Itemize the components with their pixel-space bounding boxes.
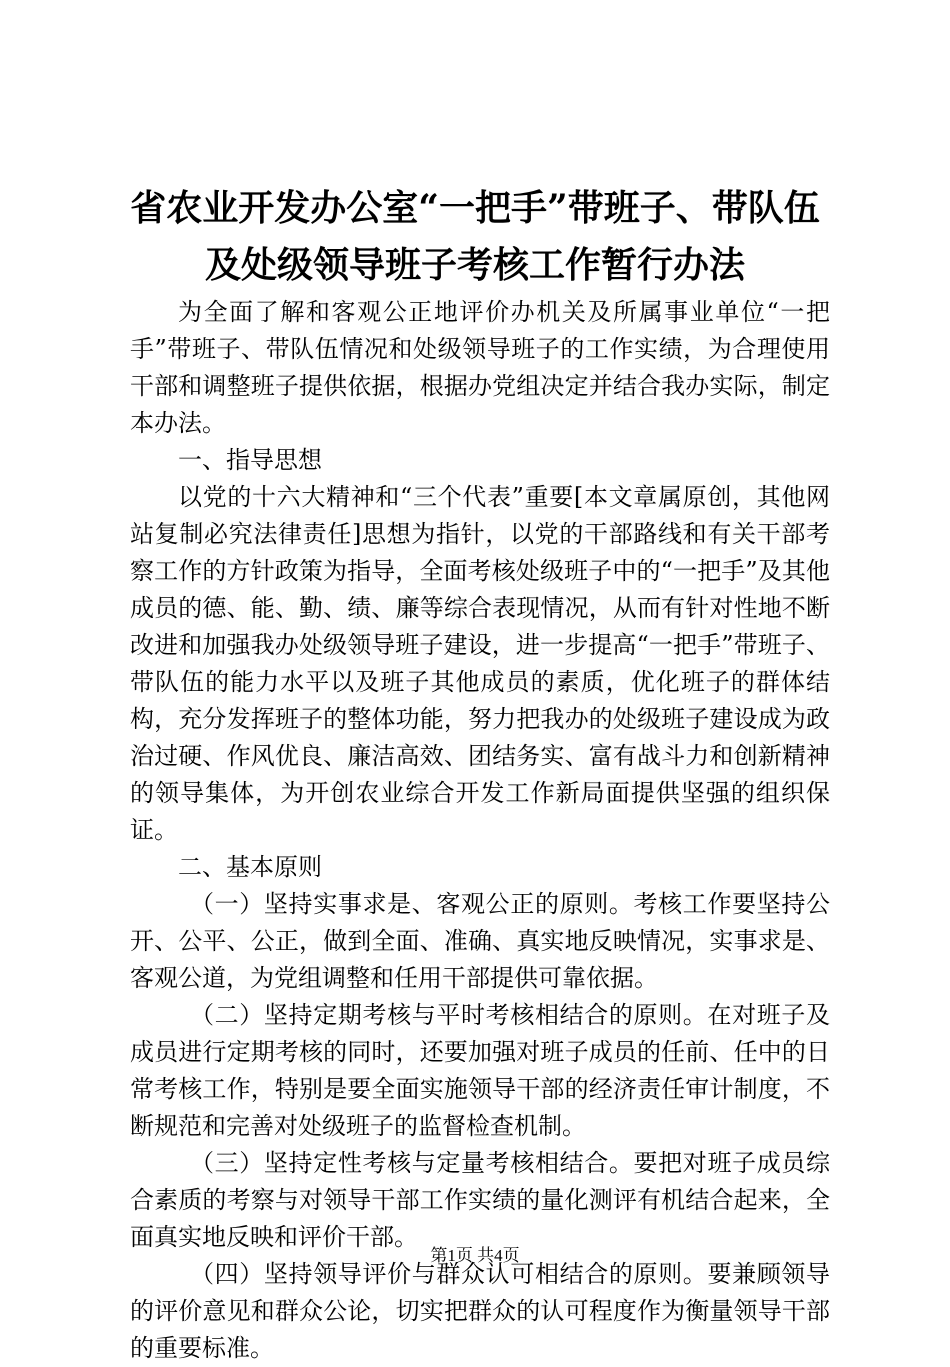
document-title-line-2: 及处级领导班子考核工作暂行办法	[204, 244, 745, 286]
principle-2-paragraph: （二）坚持定期考核与平时考核相结合的原则。在对班子及成员进行定期考核的同时，还要加强对班子成员的任前、任中的日常考核工作，特别是要全面实施领导干部的经济责任审计制度，不断规范和完善对处级班子的监督检查机制。	[130, 1001, 830, 1140]
page-footer: 第1页 共4页	[430, 1246, 520, 1265]
principle-1-paragraph: （一）坚持实事求是、客观公正的原则。考核工作要坚持公开、公平、公正，做到全面、准确、真实地反映情况，实事求是、客观公道，为党组调整和任用干部提供可靠依据。	[130, 890, 830, 992]
document-body	[130, 294, 830, 1367]
intro-paragraph: 为全面了解和客观公正地评价办机关及所属事业单位“一把手”带班子、带队伍情况和处级领导班子的工作实绩，为合理使用干部和调整班子提供依据，根据办党组决定并结合我办实际，制定本办法。	[130, 298, 830, 437]
document-title-line-1: 省农业开发办公室“一把手”带班子、带队伍	[130, 187, 820, 229]
principle-4-paragraph: （四）坚持领导评价与群众认可相结合的原则。要兼顾领导的评价意见和群众公论，切实把群众的认可程度作为衡量领导干部的重要标准。	[130, 1260, 830, 1362]
guiding-ideology-paragraph: 以党的十六大精神和“三个代表”重要[本文章属原创，其他网站复制必究法律责任]思想为指针，以党的干部路线和有关干部考察工作的方针政策为指导，全面考核处级班子中的“一把手”及其他成员的德、能、勤、绩、廉等综合表现情况，从而有针对性地不断改进和加强我办处级领导班子建设，进一步提高“一把手”带班子、带队伍的能力水平以及班子其他成员的素质，优化班子的群体结构，充分发挥班子的整体功能，努力把我办的处级班子建设成为政治过硬、作风优良、廉洁高效、团结务实、富有战斗力和创新精神的领导集体，为开创农业综合开发工作新局面提供坚强的组织保证。	[130, 483, 830, 844]
section-heading-guiding-ideology: 一、指导思想	[178, 446, 322, 474]
principle-3-paragraph: （三）坚持定性考核与定量考核相结合。要把对班子成员综合素质的考察与对领导干部工作实绩的量化测评有机结合起来，全面真实地反映和评价干部。	[130, 1149, 830, 1251]
section-heading-basic-principles: 二、基本原则	[178, 853, 322, 881]
